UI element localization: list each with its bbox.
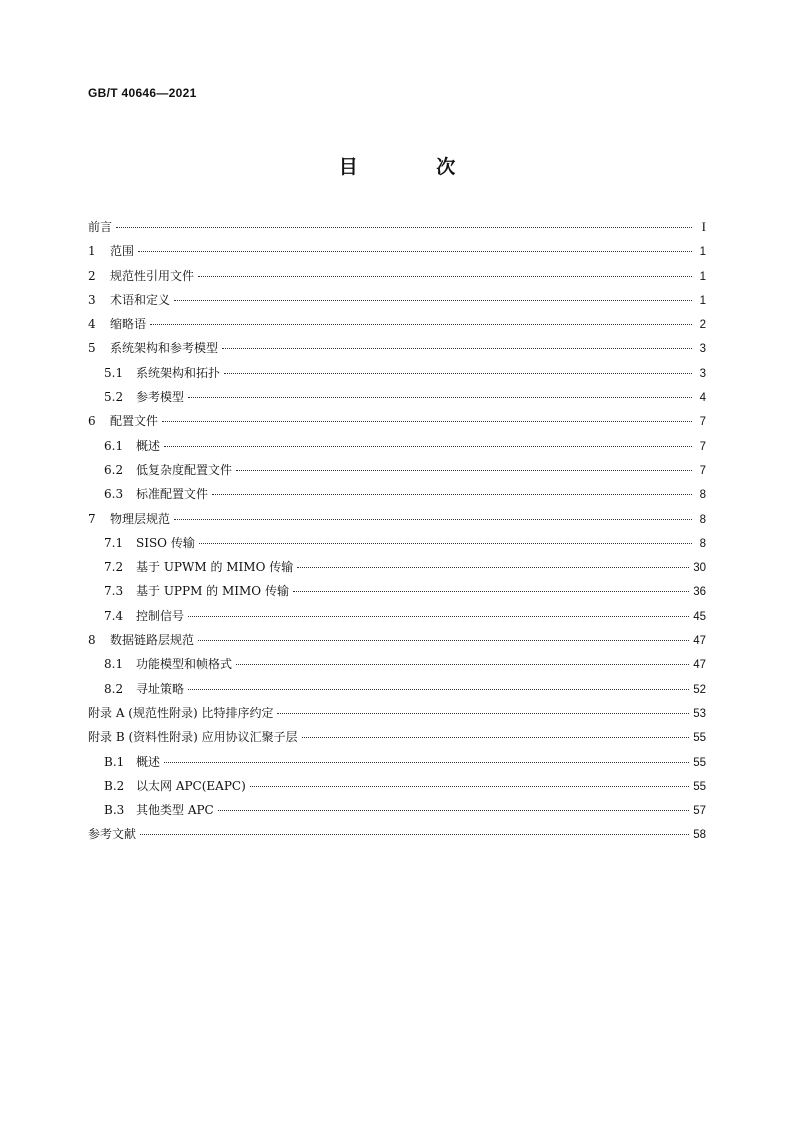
toc-entry-title: 概述 (136, 754, 161, 769)
toc-entry[interactable] (88, 336, 706, 360)
toc-entry-number: 8.1 (104, 657, 124, 672)
toc-entry-page-number: 8 (699, 537, 706, 550)
toc-entry-number: 7.2 (104, 560, 124, 575)
dot-leader (302, 737, 690, 738)
dot-leader (188, 689, 689, 690)
toc-entry-page-number: 36 (693, 586, 706, 599)
dot-leader (293, 591, 689, 592)
dot-leader (188, 397, 692, 398)
toc-entry-title: 配置文件 (110, 414, 159, 429)
toc-entry[interactable] (88, 774, 706, 798)
toc-entry-title: 缩略语 (110, 317, 147, 332)
toc-entry[interactable] (88, 507, 706, 531)
toc-entry-page-number: 7 (699, 440, 706, 453)
dot-leader (188, 616, 689, 617)
toc-entry[interactable] (88, 288, 706, 312)
toc-entry-title: 基于 UPPM 的 MIMO 传输 (136, 584, 289, 599)
page-title: 目 次 (338, 156, 492, 178)
toc-entry-title: SISO 传输 (136, 535, 195, 550)
toc-entry[interactable] (88, 312, 706, 336)
dot-leader (164, 762, 689, 763)
toc-entry-number: 7.3 (104, 584, 124, 599)
toc-entry-title: 控制信号 (136, 608, 185, 623)
toc-entry-title: 寻址策略 (136, 681, 185, 696)
dot-leader (164, 446, 692, 447)
toc-entry-title: 物理层规范 (110, 511, 171, 526)
toc-entry-page-number: 30 (693, 562, 706, 575)
toc-entry[interactable] (88, 822, 706, 846)
dot-leader (150, 324, 692, 325)
toc-entry[interactable] (88, 579, 706, 603)
dot-leader (236, 664, 689, 665)
toc-entry-page-number: 4 (699, 392, 706, 405)
dot-leader (116, 227, 692, 228)
toc-entry[interactable] (88, 361, 706, 385)
toc-entry-number: 8.2 (104, 681, 124, 696)
toc-entry-number: 7 (88, 511, 96, 526)
toc-entry-page-number: 47 (693, 635, 706, 648)
toc-entry-page-number: 8 (699, 513, 706, 526)
toc-entry-page-number: 1 (699, 294, 706, 307)
toc-entry[interactable] (88, 458, 706, 482)
toc-entry-title: 功能模型和帧格式 (136, 657, 233, 672)
toc-entry[interactable] (88, 750, 706, 774)
toc-entry-page-number: 52 (693, 683, 706, 696)
toc-entry[interactable] (88, 482, 706, 506)
dot-leader (297, 567, 689, 568)
toc-entry-title: 附录 A (规范性附录) 比特排序约定 (88, 705, 274, 720)
toc-entry-number: 4 (88, 317, 96, 332)
toc-entry-title: 标准配置文件 (136, 487, 209, 502)
toc-entry[interactable] (88, 531, 706, 555)
toc-entry[interactable] (88, 215, 706, 239)
toc-entry-page-number: 3 (699, 367, 706, 380)
toc-entry-page-number: 55 (693, 732, 706, 745)
toc-entry-page-number: I (701, 219, 706, 234)
toc-entry[interactable] (88, 701, 706, 725)
toc-entry-number: 2 (88, 268, 96, 283)
toc-entry-page-number: 45 (693, 610, 706, 623)
toc-entry-page-number: 8 (699, 489, 706, 502)
toc-entry-page-number: 3 (699, 343, 706, 356)
toc-entry-page-number: 7 (699, 416, 706, 429)
dot-leader (138, 251, 692, 252)
toc-entry[interactable] (88, 798, 706, 822)
toc-entry-page-number: 1 (699, 246, 706, 259)
toc-entry-number: 1 (88, 244, 96, 259)
toc-entry-title: 以太网 APC(EAPC) (136, 778, 246, 793)
toc-entry[interactable] (88, 677, 706, 701)
toc-entry[interactable] (88, 264, 706, 288)
toc-entry-number: 6 (88, 414, 96, 429)
toc-entry-title: 其他类型 APC (136, 803, 214, 818)
toc-entry-title: 低复杂度配置文件 (136, 462, 233, 477)
dot-leader (222, 348, 692, 349)
toc-entry[interactable] (88, 652, 706, 676)
dot-leader (212, 494, 692, 495)
toc-entry[interactable] (88, 555, 706, 579)
dot-leader (198, 640, 689, 641)
toc-entry-page-number: 47 (693, 659, 706, 672)
dot-leader (174, 519, 692, 520)
toc-entry-title: 基于 UPWM 的 MIMO 传输 (136, 560, 294, 575)
table-of-contents (88, 215, 706, 847)
toc-entry-number: B.1 (104, 754, 125, 769)
toc-entry-number: B.2 (104, 778, 125, 793)
toc-entry[interactable] (88, 604, 706, 628)
toc-entry-number: B.3 (104, 803, 125, 818)
toc-entry-title: 数据链路层规范 (110, 633, 195, 648)
dot-leader (140, 834, 689, 835)
toc-entry-title: 前言 (88, 220, 113, 234)
toc-entry-title: 范围 (110, 244, 135, 259)
toc-entry-page-number: 55 (693, 756, 706, 769)
toc-entry-page-number: 1 (699, 270, 706, 283)
toc-entry[interactable] (88, 725, 706, 749)
toc-entry-number: 8 (88, 633, 96, 648)
toc-entry-title: 系统架构和拓扑 (136, 365, 221, 380)
toc-entry-number: 5 (88, 341, 96, 356)
dot-leader (277, 713, 689, 714)
toc-entry-page-number: 53 (693, 707, 706, 720)
toc-entry-title: 附录 B (资料性附录) 应用协议汇聚子层 (88, 730, 298, 745)
toc-entry[interactable] (88, 385, 706, 409)
dot-leader (174, 300, 692, 301)
toc-entry-number: 6.3 (104, 487, 124, 502)
toc-entry-number: 3 (88, 292, 96, 307)
dot-leader (162, 421, 692, 422)
toc-entry-number: 7.4 (104, 608, 124, 623)
toc-entry-page-number: 58 (693, 829, 706, 842)
toc-entry-title: 概述 (136, 438, 161, 453)
toc-entry-number: 5.1 (104, 365, 124, 380)
toc-entry-page-number: 55 (693, 780, 706, 793)
toc-entry-title: 术语和定义 (110, 292, 171, 307)
dot-leader (199, 543, 692, 544)
toc-entry-title: 参考文献 (88, 827, 137, 842)
dot-leader (250, 786, 689, 787)
dot-leader (224, 373, 692, 374)
toc-entry-number: 7.1 (104, 535, 124, 550)
toc-entry-number: 6.2 (104, 462, 124, 477)
toc-entry[interactable] (88, 434, 706, 458)
toc-entry-number: 5.2 (104, 390, 124, 405)
toc-entry-page-number: 2 (699, 319, 706, 332)
dot-leader (198, 276, 692, 277)
toc-entry-page-number: 57 (693, 805, 706, 818)
toc-entry-page-number: 7 (699, 464, 706, 477)
dot-leader (218, 810, 689, 811)
toc-entry[interactable] (88, 239, 706, 263)
dot-leader (236, 470, 692, 471)
toc-entry-title: 参考模型 (136, 390, 185, 405)
toc-entry-title: 规范性引用文件 (110, 268, 195, 283)
toc-entry-title: 系统架构和参考模型 (110, 341, 219, 356)
toc-entry[interactable] (88, 409, 706, 433)
standard-code: GB/T 40646—2021 (88, 86, 197, 100)
toc-entry-number: 6.1 (104, 438, 124, 453)
toc-entry[interactable] (88, 628, 706, 652)
